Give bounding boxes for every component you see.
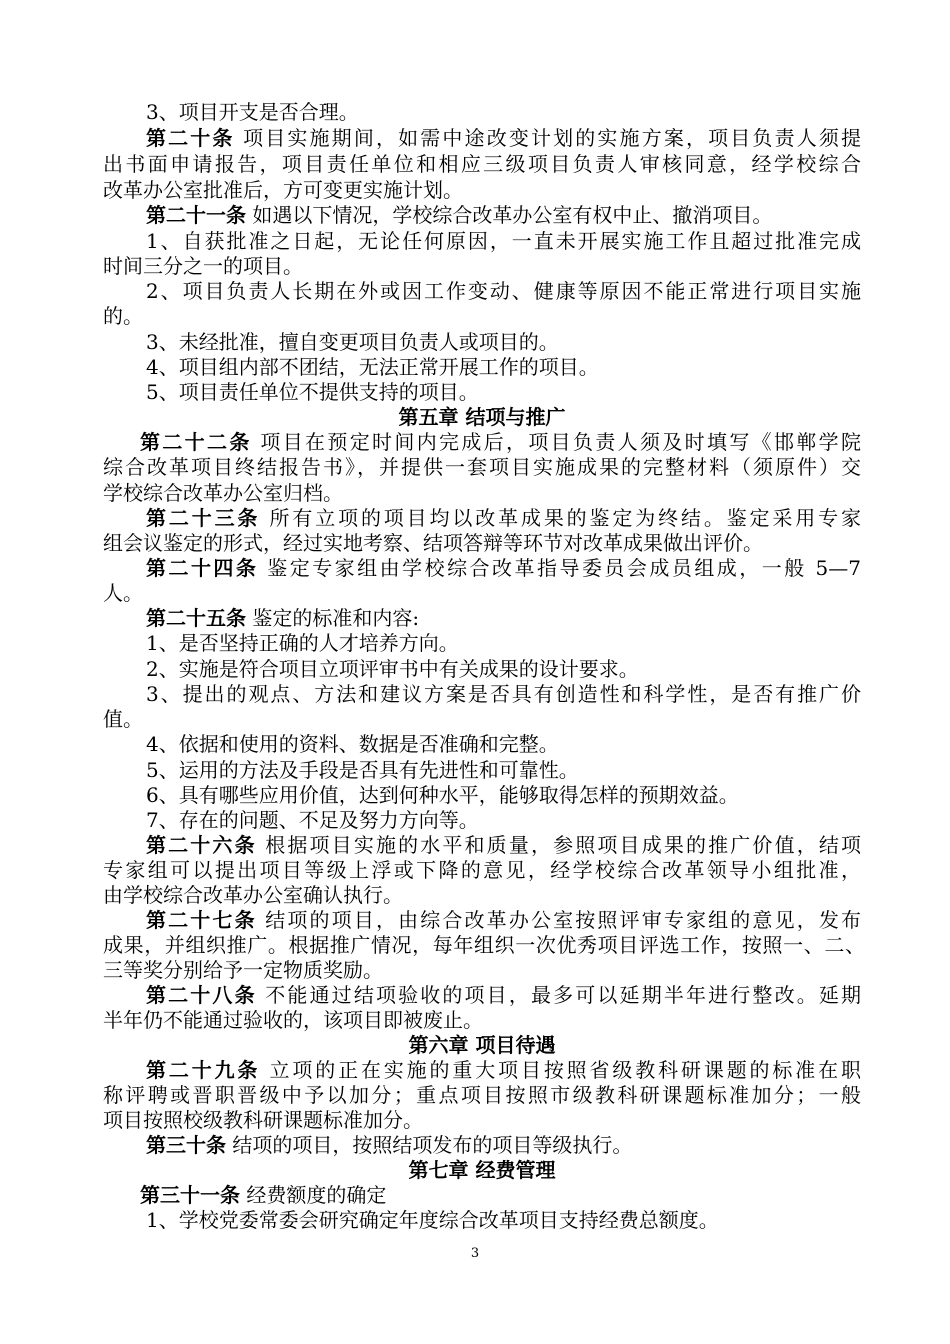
line-36: 第二十八条 不能通过结项验收的项目，最多可以延期半年进行整改。延期 — [146, 983, 861, 1007]
line-40: 称评聘或晋职晋级中予以加分；重点项目按照市级教科研课题标准加分；一般 — [103, 1083, 861, 1107]
chapter-heading-7: 第七章 经费管理 — [408, 1158, 556, 1182]
line-12: 5、项目责任单位不提供支持的项目。 — [146, 380, 479, 404]
chapter-heading-6: 第六章 项目待遇 — [408, 1033, 556, 1057]
line-18: 组会议鉴定的形式，经过实地考察、结项答辩等环节对改革成果做出评价。 — [103, 531, 763, 555]
line-2: 第二十条 项目实施期间，如需中途改变计划的实施方案，项目负责人须提 — [146, 126, 861, 150]
line-3: 出书面申请报告，项目责任单位和相应三级项目负责人审核同意，经学校综合 — [103, 152, 861, 176]
line-28: 6、具有哪些应用价值，达到何种水平，能够取得怎样的预期效益。 — [146, 783, 739, 807]
page-number: 3 — [470, 1246, 480, 1261]
line-1: 3、项目开支是否合理。 — [146, 100, 359, 124]
line-19: 第二十四条 鉴定专家组由学校综合改革指导委员会成员组成，一般 5—7 — [146, 556, 861, 580]
line-30: 第二十六条 根据项目实施的水平和质量，参照项目成果的推广价值，结项 — [146, 833, 861, 857]
line-9: 的。 — [103, 304, 143, 328]
line-15: 综合改革项目终结报告书》，并提供一套项目实施成果的完整材料（须原件）交 — [103, 455, 861, 479]
line-31: 专家组可以提出项目等级上浮或下降的意见，经学校综合改革领导小组批准， — [103, 858, 861, 882]
line-23: 2、实施是符合项目立项评审书中有关成果的设计要求。 — [146, 657, 639, 681]
line-22: 1、是否坚持正确的人才培养方向。 — [146, 631, 459, 655]
line-10: 3、未经批准，擅自变更项目负责人或项目的。 — [146, 330, 559, 354]
line-21: 第二十五条 鉴定的标准和内容: — [146, 606, 420, 630]
line-4: 改革办公室批准后，方可变更实施计划。 — [103, 178, 463, 202]
line-24: 3、提出的观点、方法和建议方案是否具有创造性和科学性，是否有推广价 — [146, 682, 861, 706]
line-29: 7、存在的问题、不足及努力方向等。 — [146, 808, 479, 832]
line-17: 第二十三条 所有立项的项目均以改革成果的鉴定为终结。鉴定采用专家 — [146, 506, 861, 530]
line-39: 第二十九条 立项的正在实施的重大项目按照省级教科研课题的标准在职 — [146, 1058, 861, 1082]
line-37: 半年仍不能通过验收的，该项目即被废止。 — [103, 1008, 483, 1032]
chapter-heading-5: 第五章 结项与推广 — [398, 405, 566, 429]
line-27: 5、运用的方法及手段是否具有先进性和可靠性。 — [146, 758, 579, 782]
line-34: 成果，并组织推广。根据推广情况，每年组织一次优秀项目评选工作，按照一、二、 — [103, 933, 865, 957]
line-25: 值。 — [103, 707, 143, 731]
line-41: 项目按照校级教科研课题标准加分。 — [103, 1108, 423, 1132]
line-7: 时间三分之一的项目。 — [103, 254, 303, 278]
line-45: 1、学校党委常委会研究确定年度综合改革项目支持经费总额度。 — [146, 1208, 719, 1232]
line-16: 学校综合改革办公室归档。 — [103, 481, 343, 505]
line-33: 第二十七条 结项的项目，由综合改革办公室按照评审专家组的意见，发布 — [146, 908, 861, 932]
line-5: 第二十一条 如遇以下情况，学校综合改革办公室有权中止、撤消项目。 — [146, 203, 773, 227]
line-26: 4、依据和使用的资料、数据是否准确和完整。 — [146, 732, 559, 756]
line-35: 三等奖分别给予一定物质奖励。 — [103, 958, 383, 982]
line-44: 第三十一条 经费额度的确定 — [140, 1183, 387, 1207]
line-8: 2、项目负责人长期在外或因工作变动、健康等原因不能正常进行项目实施 — [146, 279, 861, 303]
line-6: 1、自获批准之日起，无论任何原因，一直未开展实施工作且超过批准完成 — [146, 229, 861, 253]
line-20: 人。 — [103, 581, 143, 605]
line-11: 4、项目组内部不团结，无法正常开展工作的项目。 — [146, 355, 599, 379]
line-32: 由学校综合改革办公室确认执行。 — [103, 883, 403, 907]
line-14: 第二十二条 项目在预定时间内完成后，项目负责人须及时填写《邯郸学院 — [140, 430, 861, 454]
line-42: 第三十条 结项的项目，按照结项发布的项目等级执行。 — [146, 1133, 633, 1157]
